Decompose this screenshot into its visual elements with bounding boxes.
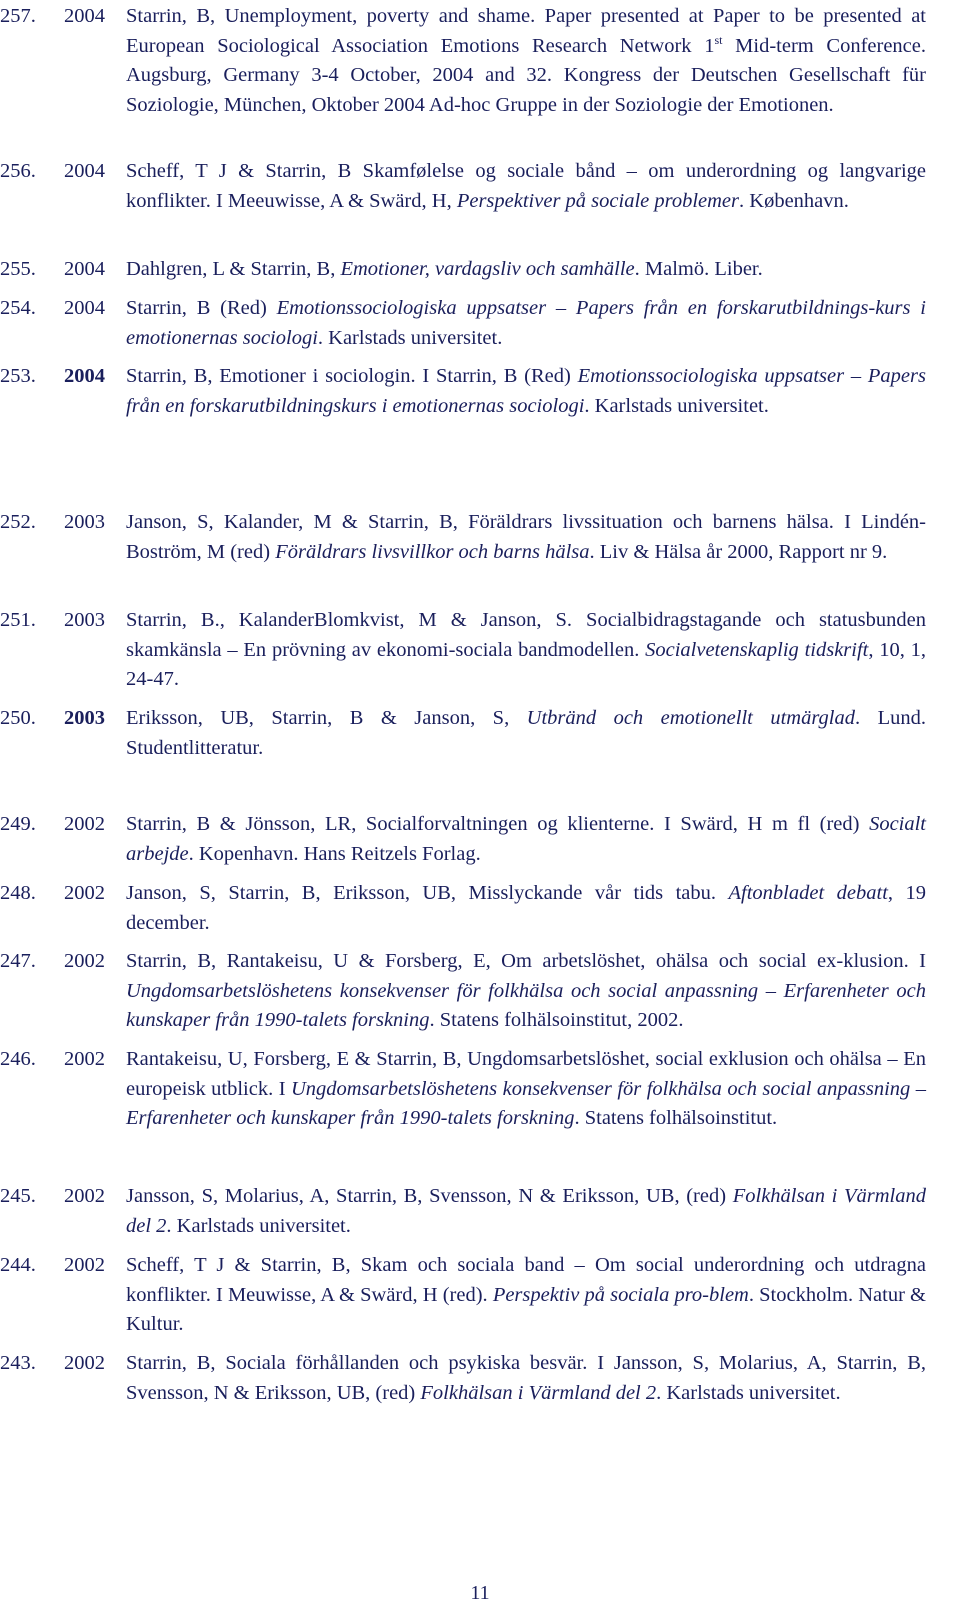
entry-text: Eriksson, UB, Starrin, B & Janson, S, Utbränd och emotionellt utmärglad. Lund. Studentlitteratur. bbox=[126, 707, 926, 759]
entry-number: 247. bbox=[0, 950, 36, 972]
entry-text: Janson, S, Kalander, M & Starrin, B, Föräldrars livssituation och barnens hälsa. I Lindén-Boström, M (red) Föräldrars livsvillkor och barns hälsa. Liv & Hälsa år 2000, Rapport nr 9. bbox=[126, 511, 926, 563]
entry-text: Starrin, B (Red) Emotionssociologiska uppsatser – Papers från en forskarutbildnings-kurs i emotionernas sociologi. Karlstads universitet. bbox=[126, 297, 926, 349]
reference-entry bbox=[0, 255, 960, 285]
reference-entry bbox=[0, 704, 960, 763]
entry-text: Starrin, B, Unemployment, poverty and shame. Paper presented at Paper to be presented at European Sociological Association Emotions Research Network 1st Mid-term Conference. Augsburg, Germany 3-4 October, 2004 and 32. Kongress der Deutschen Gesellschaft für Soziologie, München, Oktober 2004 Ad-hoc Gruppe in der Soziologie der Emotionen. bbox=[126, 5, 926, 116]
entry-year: 2004 bbox=[64, 365, 105, 387]
entry-text: Dahlgren, L & Starrin, B, Emotioner, vardagsliv och samhälle. Malmö. Liber. bbox=[126, 258, 763, 280]
entry-year: 2002 bbox=[64, 1048, 105, 1070]
reference-entry bbox=[0, 1349, 960, 1408]
reference-entry bbox=[0, 947, 960, 1036]
reference-entry bbox=[0, 879, 960, 938]
reference-entry bbox=[0, 1251, 960, 1340]
entry-year: 2004 bbox=[64, 258, 105, 280]
entry-year: 2002 bbox=[64, 950, 105, 972]
entry-number: 250. bbox=[0, 707, 36, 729]
entry-year: 2004 bbox=[64, 297, 105, 319]
reference-entry bbox=[0, 1045, 960, 1134]
entry-text: Jansson, S, Molarius, A, Starrin, B, Svensson, N & Eriksson, UB, (red) Folkhälsan i Värmland del 2. Karlstads universitet. bbox=[126, 1185, 927, 1237]
entry-text: Rantakeisu, U, Forsberg, E & Starrin, B, Ungdomsarbetslöshet, social exklusion och ohälsa – En europeisk utblick. I Ungdomsarbetslöshetens konsekvenser för folkhälsa och social anpassning – Erfarenheter och kunskaper från 1990-talets forskning. Statens folhälsoinstitut. bbox=[126, 1048, 926, 1129]
entry-number: 249. bbox=[0, 813, 36, 835]
reference-entry bbox=[0, 2, 960, 120]
entry-number: 256. bbox=[0, 160, 36, 182]
entry-number: 254. bbox=[0, 297, 36, 319]
reference-entry bbox=[0, 362, 960, 421]
entry-year: 2003 bbox=[64, 707, 105, 729]
entry-year: 2004 bbox=[64, 5, 105, 27]
entry-text: Starrin, B, Rantakeisu, U & Forsberg, E, Om arbetslöshet, ohälsa och social ex-klusion. I Ungdomsarbetslöshetens konsekvenser för folkhälsa och social anpassning – Erfarenheter och kunskaper från 1990-talets forskning. Statens folhälsoinstitut, 2002. bbox=[126, 950, 926, 1031]
entry-text: Janson, S, Starrin, B, Eriksson, UB, Misslyckande vår tids tabu. Aftonbladet debatt, 19 december. bbox=[126, 882, 926, 934]
entry-text: Starrin, B & Jönsson, LR, Socialforvaltningen og klienterne. I Swärd, H m fl (red) Socialt arbejde. Kopenhavn. Hans Reitzels Forlag. bbox=[126, 813, 926, 865]
entry-number: 257. bbox=[0, 5, 36, 27]
superscript: st bbox=[714, 32, 723, 47]
entry-text: Scheff, T J & Starrin, B Skamfølelse og sociale bånd – om underordning og langvarige konflikter. I Meeuwisse, A & Swärd, H, Perspektiver på sociale problemer. København. bbox=[126, 160, 926, 212]
entry-number: 246. bbox=[0, 1048, 36, 1070]
entry-year: 2002 bbox=[64, 813, 105, 835]
entry-number: 245. bbox=[0, 1185, 36, 1207]
entry-number: 253. bbox=[0, 365, 36, 387]
entry-year: 2002 bbox=[64, 1254, 105, 1276]
entry-number: 252. bbox=[0, 511, 36, 533]
entry-year: 2002 bbox=[64, 1352, 105, 1374]
page-number: 11 bbox=[470, 1582, 490, 1604]
reference-entry bbox=[0, 508, 960, 567]
entry-number: 255. bbox=[0, 258, 36, 280]
entry-number: 251. bbox=[0, 609, 36, 631]
reference-entry bbox=[0, 157, 960, 216]
entry-text: Starrin, B, Emotioner i sociologin. I Starrin, B (Red) Emotionssociologiska uppsatser – Papers från en forskarutbildningskurs i emotionernas sociologi. Karlstads universitet. bbox=[126, 365, 926, 417]
entry-text: Scheff, T J & Starrin, B, Skam och sociala band – Om social underordning och utdragna konflikter. I Meuwisse, A & Swärd, H (red). Perspektiv på sociala pro-blem. Stockholm. Natur & Kultur. bbox=[126, 1254, 927, 1335]
reference-entry bbox=[0, 810, 960, 869]
entry-year: 2004 bbox=[64, 160, 105, 182]
entry-number: 244. bbox=[0, 1254, 36, 1276]
reference-entry bbox=[0, 1182, 960, 1241]
entry-year: 2002 bbox=[64, 882, 105, 904]
entry-text: Starrin, B., KalanderBlomkvist, M & Janson, S. Socialbidragstagande och statusbunden skamkänsla – En prövning av ekonomi-sociala bandmodellen. Socialvetenskaplig tidskrift, 10, 1, 24-47. bbox=[126, 609, 927, 690]
entry-year: 2002 bbox=[64, 1185, 105, 1207]
entry-year: 2003 bbox=[64, 609, 105, 631]
entry-text: Starrin, B, Sociala förhållanden och psykiska besvär. I Jansson, S, Molarius, A, Starrin, B, Svensson, N & Eriksson, UB, (red) Folkhälsan i Värmland del 2. Karlstads universitet. bbox=[126, 1352, 926, 1404]
entry-number: 248. bbox=[0, 882, 36, 904]
entry-year: 2003 bbox=[64, 511, 105, 533]
entry-number: 243. bbox=[0, 1352, 36, 1374]
reference-entry bbox=[0, 606, 960, 695]
reference-entry bbox=[0, 294, 960, 353]
